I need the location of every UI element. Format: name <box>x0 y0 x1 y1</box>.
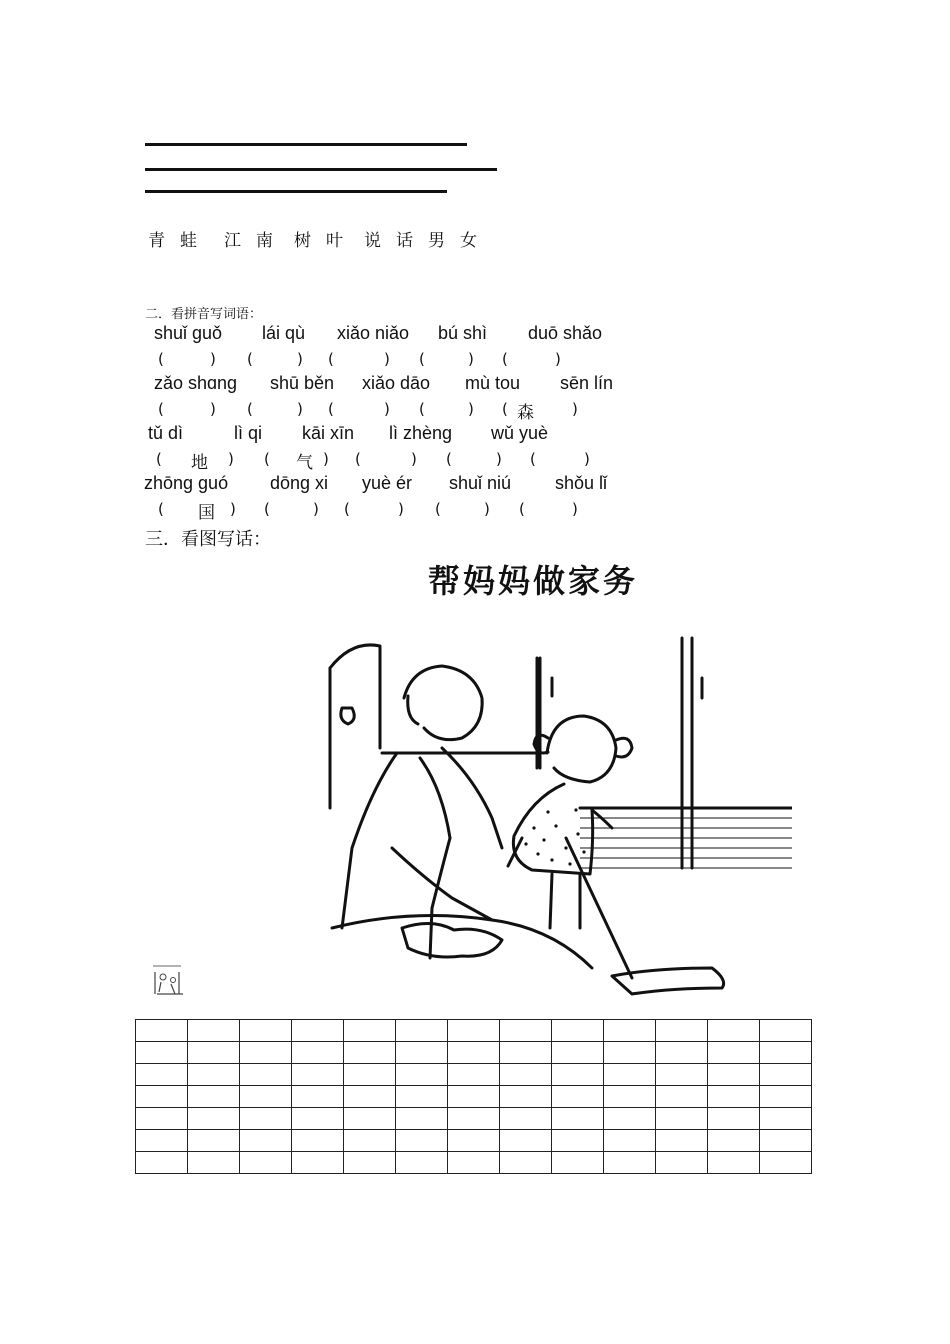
grid-cell[interactable] <box>552 1108 604 1130</box>
grid-cell[interactable] <box>656 1086 708 1108</box>
answer-char: 森 <box>517 403 534 423</box>
grid-row <box>136 1064 812 1086</box>
grid-cell[interactable] <box>344 1020 396 1042</box>
grid-cell[interactable] <box>552 1086 604 1108</box>
grid-cell[interactable] <box>708 1108 760 1130</box>
grid-cell[interactable] <box>396 1108 448 1130</box>
answer-bracket-open: ( <box>419 350 425 368</box>
grid-cell[interactable] <box>188 1108 240 1130</box>
writing-grid[interactable] <box>135 1019 812 1174</box>
grid-cell[interactable] <box>708 1020 760 1042</box>
answer-line-1 <box>145 143 467 146</box>
grid-cell[interactable] <box>656 1020 708 1042</box>
answer-char: 国 <box>198 503 215 523</box>
grid-cell[interactable] <box>344 1042 396 1064</box>
grid-row <box>136 1020 812 1042</box>
answer-bracket-open: ( <box>264 500 270 518</box>
grid-cell[interactable] <box>240 1064 292 1086</box>
grid-cell[interactable] <box>240 1108 292 1130</box>
grid-row <box>136 1086 812 1108</box>
grid-cell[interactable] <box>552 1130 604 1152</box>
grid-cell[interactable] <box>136 1042 188 1064</box>
word-item: 男 <box>428 231 446 251</box>
grid-cell[interactable] <box>396 1020 448 1042</box>
grid-cell[interactable] <box>396 1152 448 1174</box>
grid-cell[interactable] <box>552 1064 604 1086</box>
pinyin: shuǐ niú <box>449 473 512 493</box>
grid-cell[interactable] <box>448 1108 500 1130</box>
pinyin: lì qi <box>234 423 263 443</box>
grid-cell[interactable] <box>604 1042 656 1064</box>
grid-cell[interactable] <box>292 1108 344 1130</box>
answer-bracket-open: ( <box>158 400 164 418</box>
answer-bracket-close: ) <box>297 350 303 368</box>
grid-cell[interactable] <box>656 1108 708 1130</box>
grid-cell[interactable] <box>604 1064 656 1086</box>
grid-cell[interactable] <box>708 1086 760 1108</box>
grid-cell[interactable] <box>188 1020 240 1042</box>
pinyin: wǔ yuè <box>491 423 549 443</box>
illustration <box>192 548 792 998</box>
grid-cell[interactable] <box>708 1064 760 1086</box>
grid-cell[interactable] <box>292 1086 344 1108</box>
grid-cell[interactable] <box>760 1152 812 1174</box>
answer-bracket-close: ) <box>230 500 236 518</box>
answer-bracket-close: ) <box>323 450 329 468</box>
grid-cell[interactable] <box>240 1020 292 1042</box>
answer-bracket-open: ( <box>328 350 334 368</box>
grid-cell[interactable] <box>708 1152 760 1174</box>
grid-cell[interactable] <box>760 1086 812 1108</box>
answer-bracket-open: ( <box>530 450 536 468</box>
grid-cell[interactable] <box>396 1042 448 1064</box>
grid-row <box>136 1152 812 1174</box>
answer-bracket-close: ) <box>228 450 234 468</box>
answer-bracket-close: ) <box>384 350 390 368</box>
grid-cell[interactable] <box>188 1064 240 1086</box>
word-item: 江 <box>224 231 242 251</box>
grid-cell[interactable] <box>500 1020 552 1042</box>
grid-cell[interactable] <box>604 1086 656 1108</box>
grid-cell[interactable] <box>448 1130 500 1152</box>
word-item: 南 <box>256 231 274 251</box>
grid-cell[interactable] <box>448 1064 500 1086</box>
pinyin: duō shǎo <box>528 323 603 343</box>
answer-bracket-close: ) <box>484 500 490 518</box>
answer-bracket-open: ( <box>344 500 350 518</box>
answer-bracket-open: ( <box>519 500 525 518</box>
grid-cell[interactable] <box>656 1064 708 1086</box>
thumbnail-image <box>149 960 185 998</box>
grid-cell[interactable] <box>500 1042 552 1064</box>
pinyin: lì zhèng <box>389 423 453 443</box>
pinyin: dōng xi <box>270 473 329 493</box>
answer-bracket-close: ) <box>584 450 590 468</box>
answer-bracket-open: ( <box>158 500 164 518</box>
grid-cell[interactable] <box>708 1042 760 1064</box>
grid-cell[interactable] <box>448 1042 500 1064</box>
answer-char: 气 <box>296 453 313 473</box>
grid-row <box>136 1042 812 1064</box>
grid-cell[interactable] <box>292 1042 344 1064</box>
grid-cell[interactable] <box>760 1108 812 1130</box>
grid-cell[interactable] <box>760 1042 812 1064</box>
grid-cell[interactable] <box>656 1042 708 1064</box>
grid-cell[interactable] <box>500 1086 552 1108</box>
pinyin: xiǎo dāo <box>362 373 431 393</box>
answer-bracket-close: ) <box>572 400 578 418</box>
pinyin: tǔ dì <box>148 423 184 443</box>
answer-bracket-open: ( <box>435 500 441 518</box>
grid-cell[interactable] <box>136 1086 188 1108</box>
grid-cell[interactable] <box>656 1130 708 1152</box>
grid-cell[interactable] <box>136 1152 188 1174</box>
answer-bracket-close: ) <box>468 400 474 418</box>
answer-bracket-close: ) <box>297 400 303 418</box>
pinyin: bú shì <box>438 323 488 343</box>
pinyin: zhōng guó <box>144 473 229 493</box>
grid-cell[interactable] <box>188 1042 240 1064</box>
grid-cell[interactable] <box>136 1108 188 1130</box>
grid-cell[interactable] <box>240 1086 292 1108</box>
pinyin: mù tou <box>465 373 521 393</box>
answer-bracket-close: ) <box>411 450 417 468</box>
grid-cell[interactable] <box>448 1152 500 1174</box>
grid-cell[interactable] <box>500 1108 552 1130</box>
pinyin: xiǎo niǎo <box>337 323 410 343</box>
grid-cell[interactable] <box>136 1130 188 1152</box>
grid-cell[interactable] <box>396 1064 448 1086</box>
grid-cell[interactable] <box>188 1086 240 1108</box>
answer-bracket-open: ( <box>158 350 164 368</box>
picture-title: 帮妈妈做家务 <box>428 562 639 600</box>
grid-cell[interactable] <box>344 1130 396 1152</box>
pinyin: zǎo shɑng <box>154 373 238 393</box>
grid-cell[interactable] <box>760 1130 812 1152</box>
answer-bracket-open: ( <box>264 450 270 468</box>
grid-cell[interactable] <box>500 1152 552 1174</box>
grid-cell[interactable] <box>240 1042 292 1064</box>
pinyin: shuǐ guǒ <box>154 323 223 343</box>
pinyin: lái qù <box>262 323 306 343</box>
grid-cell[interactable] <box>292 1152 344 1174</box>
answer-bracket-close: ) <box>313 500 319 518</box>
answer-bracket-open: ( <box>446 450 452 468</box>
grid-cell[interactable] <box>656 1152 708 1174</box>
answer-bracket-open: ( <box>355 450 361 468</box>
grid-cell[interactable] <box>344 1086 396 1108</box>
word-item: 话 <box>396 231 414 251</box>
grid-cell[interactable] <box>760 1064 812 1086</box>
grid-cell[interactable] <box>344 1108 396 1130</box>
word-item: 说 <box>364 231 382 251</box>
answer-bracket-close: ) <box>572 500 578 518</box>
answer-bracket-close: ) <box>398 500 404 518</box>
word-list <box>148 226 492 251</box>
grid-cell[interactable] <box>448 1020 500 1042</box>
grid-cell[interactable] <box>604 1020 656 1042</box>
answer-bracket-open: ( <box>247 400 253 418</box>
grid-cell[interactable] <box>604 1108 656 1130</box>
answer-bracket-close: ) <box>210 350 216 368</box>
grid-cell[interactable] <box>552 1152 604 1174</box>
grid-cell[interactable] <box>396 1130 448 1152</box>
grid-row <box>136 1130 812 1152</box>
housework-drawing <box>192 548 792 998</box>
answer-line-3 <box>145 190 447 193</box>
grid-cell[interactable] <box>344 1152 396 1174</box>
word-item: 树 <box>294 231 312 251</box>
pinyin: yuè ér <box>362 473 413 493</box>
pinyin: shǒu lǐ <box>555 473 608 493</box>
answer-bracket-close: ) <box>555 350 561 368</box>
grid-cell[interactable] <box>604 1130 656 1152</box>
answer-bracket-open: ( <box>247 350 253 368</box>
answer-line-2 <box>145 168 497 171</box>
grid-cell[interactable] <box>292 1020 344 1042</box>
grid-cell[interactable] <box>136 1064 188 1086</box>
answer-bracket-open: ( <box>502 400 508 418</box>
answer-bracket-close: ) <box>468 350 474 368</box>
grid-cell[interactable] <box>500 1130 552 1152</box>
answer-bracket-open: ( <box>502 350 508 368</box>
grid-cell[interactable] <box>240 1152 292 1174</box>
word-item: 叶 <box>326 231 344 251</box>
answer-bracket-close: ) <box>210 400 216 418</box>
grid-cell[interactable] <box>500 1064 552 1086</box>
answer-bracket-close: ) <box>384 400 390 418</box>
answer-bracket-close: ) <box>496 450 502 468</box>
grid-cell[interactable] <box>552 1020 604 1042</box>
grid-cell[interactable] <box>136 1020 188 1042</box>
grid-cell[interactable] <box>188 1152 240 1174</box>
pinyin: shū běn <box>270 373 335 393</box>
word-item: 青 <box>148 231 166 251</box>
pinyin: sēn lín <box>560 373 614 393</box>
grid-cell[interactable] <box>240 1130 292 1152</box>
word-item: 蛙 <box>180 231 198 251</box>
grid-cell[interactable] <box>292 1130 344 1152</box>
section2-title: 二．看拼音写词语： <box>145 307 263 322</box>
pinyin: kāi xīn <box>302 423 355 443</box>
grid-cell[interactable] <box>760 1020 812 1042</box>
grid-cell[interactable] <box>552 1042 604 1064</box>
grid-row <box>136 1108 812 1130</box>
answer-char: 地 <box>191 453 208 473</box>
answer-bracket-open: ( <box>419 400 425 418</box>
grid-cell[interactable] <box>448 1086 500 1108</box>
grid-cell[interactable] <box>396 1086 448 1108</box>
grid-cell[interactable] <box>292 1064 344 1086</box>
word-item: 女 <box>460 231 478 251</box>
section3-title: 三．看图写话： <box>145 529 271 550</box>
grid-cell[interactable] <box>344 1064 396 1086</box>
grid-cell[interactable] <box>708 1130 760 1152</box>
grid-cell[interactable] <box>188 1130 240 1152</box>
answer-bracket-open: ( <box>156 450 162 468</box>
answer-bracket-open: ( <box>328 400 334 418</box>
grid-cell[interactable] <box>604 1152 656 1174</box>
